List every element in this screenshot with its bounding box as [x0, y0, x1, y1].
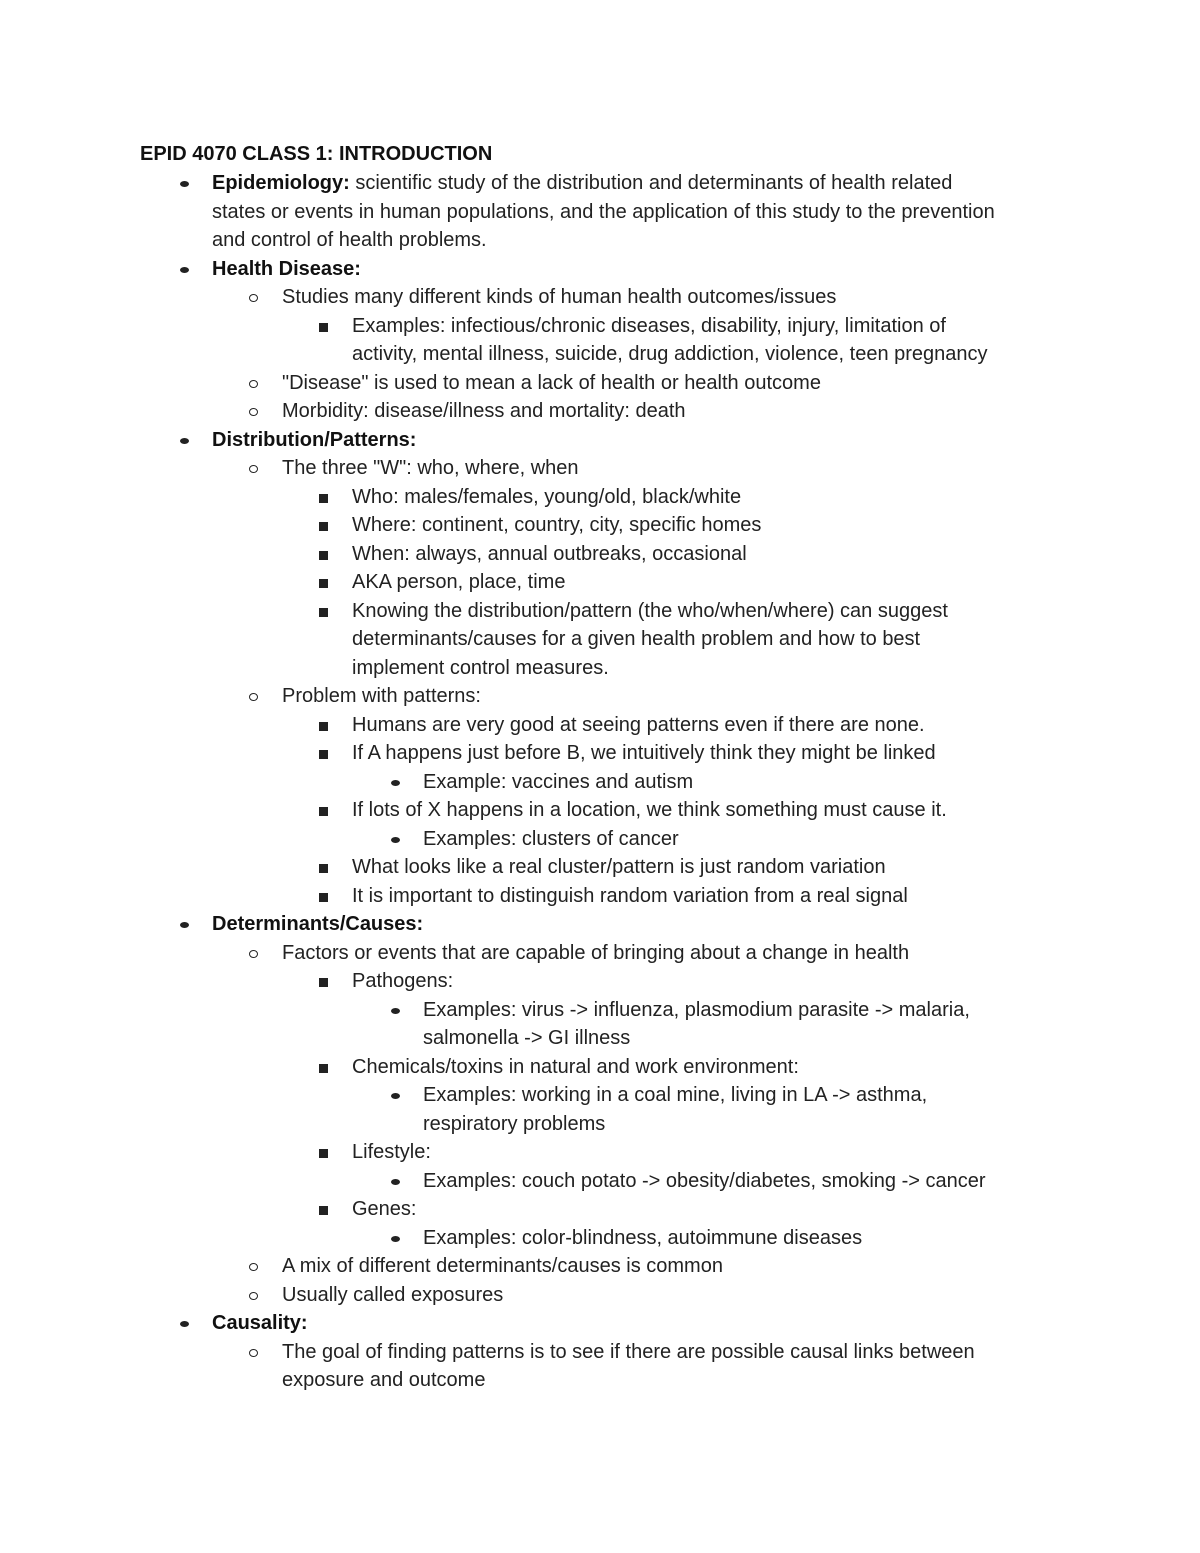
list-item — [423, 1167, 1063, 1196]
bullet-disc-icon — [180, 438, 189, 444]
bullet-square-icon — [319, 579, 328, 588]
heading-causality: Causality: — [212, 1312, 308, 1334]
list-item — [352, 853, 1072, 882]
list-item — [423, 996, 1063, 1025]
text-line: determinants/causes for a given health problem and how to best — [352, 628, 921, 650]
list-item-text: If lots of X happens in a location, we think something must cause it. — [352, 799, 947, 821]
list-item-text: Examples: working in a coal mine, living in LA -> asthma, — [423, 1084, 928, 1106]
bullet-circle-icon — [249, 693, 258, 701]
list-item-epidemiology — [212, 169, 1092, 198]
bullet-square-icon — [319, 1064, 328, 1073]
definition-epidemiology: scientific study of the distribution and determinants of health related — [349, 172, 953, 194]
bullet-circle-icon — [249, 380, 258, 388]
text-line: salmonella -> GI illness — [423, 1027, 631, 1049]
bullet-circle-icon — [249, 465, 258, 473]
list-item-health-disease — [212, 255, 1092, 284]
list-item-text: What looks like a real cluster/pattern is just random variation — [352, 856, 886, 878]
list-item — [282, 1281, 1092, 1310]
list-item-text: If A happens just before B, we intuitively think they might be linked — [352, 742, 936, 764]
text-line: respiratory problems — [423, 1112, 606, 1135]
list-item-text: Who: males/females, young/old, black/white — [352, 485, 742, 508]
bullet-circle-icon — [249, 1263, 258, 1271]
heading-distribution: Distribution/Patterns: — [212, 428, 417, 451]
text-line: states or events in human populations, and the application of this study to the prevention — [212, 200, 995, 223]
list-item-text: The three "W": who, where, when — [282, 457, 579, 479]
list-item-text: Problem with patterns: — [282, 685, 481, 707]
list-item — [423, 1081, 1063, 1110]
list-item-text: Examples: couch potato -> obesity/diabetes, smoking -> cancer — [423, 1169, 986, 1192]
heading-health-disease: Health Disease: — [212, 257, 361, 280]
list-item-text: Where: continent, country, city, specific homes — [352, 514, 762, 536]
bullet-disc-icon — [391, 1008, 400, 1014]
list-item — [282, 1252, 1092, 1281]
bullet-square-icon — [319, 323, 328, 332]
list-item-text: Humans are very good at seeing patterns even if there are none. — [352, 713, 925, 736]
bullet-square-icon — [319, 807, 328, 816]
bullet-square-icon — [319, 522, 328, 531]
list-item-text: Usually called exposures — [282, 1283, 504, 1306]
bullet-disc-icon — [391, 837, 400, 843]
bullet-circle-icon — [249, 408, 258, 416]
list-item-distribution — [212, 426, 1092, 455]
bullet-disc-icon — [180, 1321, 189, 1327]
list-item — [282, 454, 1092, 483]
list-item — [352, 597, 1072, 626]
list-item — [352, 796, 1072, 825]
list-item — [352, 568, 1072, 597]
list-item — [352, 739, 1072, 768]
list-item — [282, 1338, 1092, 1367]
list-item — [423, 768, 1063, 797]
list-item-text: Examples: color-blindness, autoimmune diseases — [423, 1226, 863, 1249]
bullet-square-icon — [319, 1206, 328, 1215]
list-item — [423, 1224, 1063, 1253]
text-line: activity, mental illness, suicide, drug addiction, violence, teen pregnancy — [352, 343, 988, 365]
list-item — [282, 397, 1092, 426]
list-item — [282, 369, 1092, 398]
bullet-square-icon — [319, 750, 328, 759]
page-title: EPID 4070 CLASS 1: INTRODUCTION — [140, 143, 493, 165]
list-item-text: Morbidity: disease/illness and mortality: death — [282, 400, 686, 422]
bullet-square-icon — [319, 608, 328, 617]
list-item-text: Lifestyle: — [352, 1141, 431, 1163]
list-item — [352, 540, 1072, 569]
bullet-disc-icon — [180, 922, 189, 928]
list-item-text: AKA person, place, time — [352, 571, 566, 593]
bullet-square-icon — [319, 1149, 328, 1158]
text-line: implement control measures. — [352, 656, 609, 679]
list-item-text: A mix of different determinants/causes is common — [282, 1255, 723, 1277]
bullet-circle-icon — [249, 950, 258, 958]
text-line: and control of health problems. — [212, 229, 487, 251]
list-item — [352, 483, 1072, 512]
term-epidemiology: Epidemiology: — [212, 172, 350, 194]
list-item-text: The goal of finding patterns is to see if there are possible causal links between — [282, 1340, 975, 1363]
list-item — [423, 825, 1063, 854]
list-item — [282, 283, 1092, 312]
list-item-text: It is important to distinguish random variation from a real signal — [352, 884, 908, 907]
list-item — [352, 967, 1072, 996]
list-item — [352, 1053, 1072, 1082]
bullet-disc-icon — [391, 1093, 400, 1099]
list-item-text: Pathogens: — [352, 970, 454, 992]
list-item-determinants — [212, 910, 1092, 939]
bullet-circle-icon — [249, 1349, 258, 1357]
list-item — [352, 1138, 1072, 1167]
list-item-text: Examples: virus -> influenza, plasmodium parasite -> malaria, — [423, 998, 970, 1021]
bullet-disc-icon — [391, 780, 400, 786]
list-item-text: Knowing the distribution/pattern (the who/when/where) can suggest — [352, 599, 948, 622]
list-item — [352, 511, 1072, 540]
list-item-text: Examples: infectious/chronic diseases, disability, injury, limitation of — [352, 314, 946, 337]
list-item — [352, 312, 1072, 341]
list-item-text: Examples: clusters of cancer — [423, 827, 679, 850]
list-item-text: Example: vaccines and autism — [423, 770, 694, 793]
list-item — [352, 882, 1072, 911]
list-item — [352, 1195, 1072, 1224]
bullet-square-icon — [319, 893, 328, 902]
list-item-causality — [212, 1309, 1092, 1338]
list-item-text: Chemicals/toxins in natural and work environment: — [352, 1055, 799, 1078]
list-item — [352, 711, 1072, 740]
bullet-square-icon — [319, 722, 328, 731]
bullet-circle-icon — [249, 1292, 258, 1300]
heading-determinants: Determinants/Causes: — [212, 913, 424, 935]
bullet-circle-icon — [249, 294, 258, 302]
list-item-text: Factors or events that are capable of bringing about a change in health — [282, 941, 910, 964]
list-item — [282, 939, 1092, 968]
list-item-text: Genes: — [352, 1198, 417, 1220]
list-item-text: When: always, annual outbreaks, occasional — [352, 542, 747, 565]
bullet-square-icon — [319, 978, 328, 987]
text-line: exposure and outcome — [282, 1369, 486, 1391]
bullet-disc-icon — [180, 267, 189, 273]
bullet-disc-icon — [180, 181, 189, 187]
bullet-square-icon — [319, 551, 328, 560]
bullet-disc-icon — [391, 1236, 400, 1242]
bullet-disc-icon — [391, 1179, 400, 1185]
list-item — [282, 682, 1092, 711]
bullet-square-icon — [319, 864, 328, 873]
list-item-text: "Disease" is used to mean a lack of health or health outcome — [282, 371, 821, 394]
bullet-square-icon — [319, 494, 328, 503]
list-item-text: Studies many different kinds of human health outcomes/issues — [282, 286, 837, 308]
